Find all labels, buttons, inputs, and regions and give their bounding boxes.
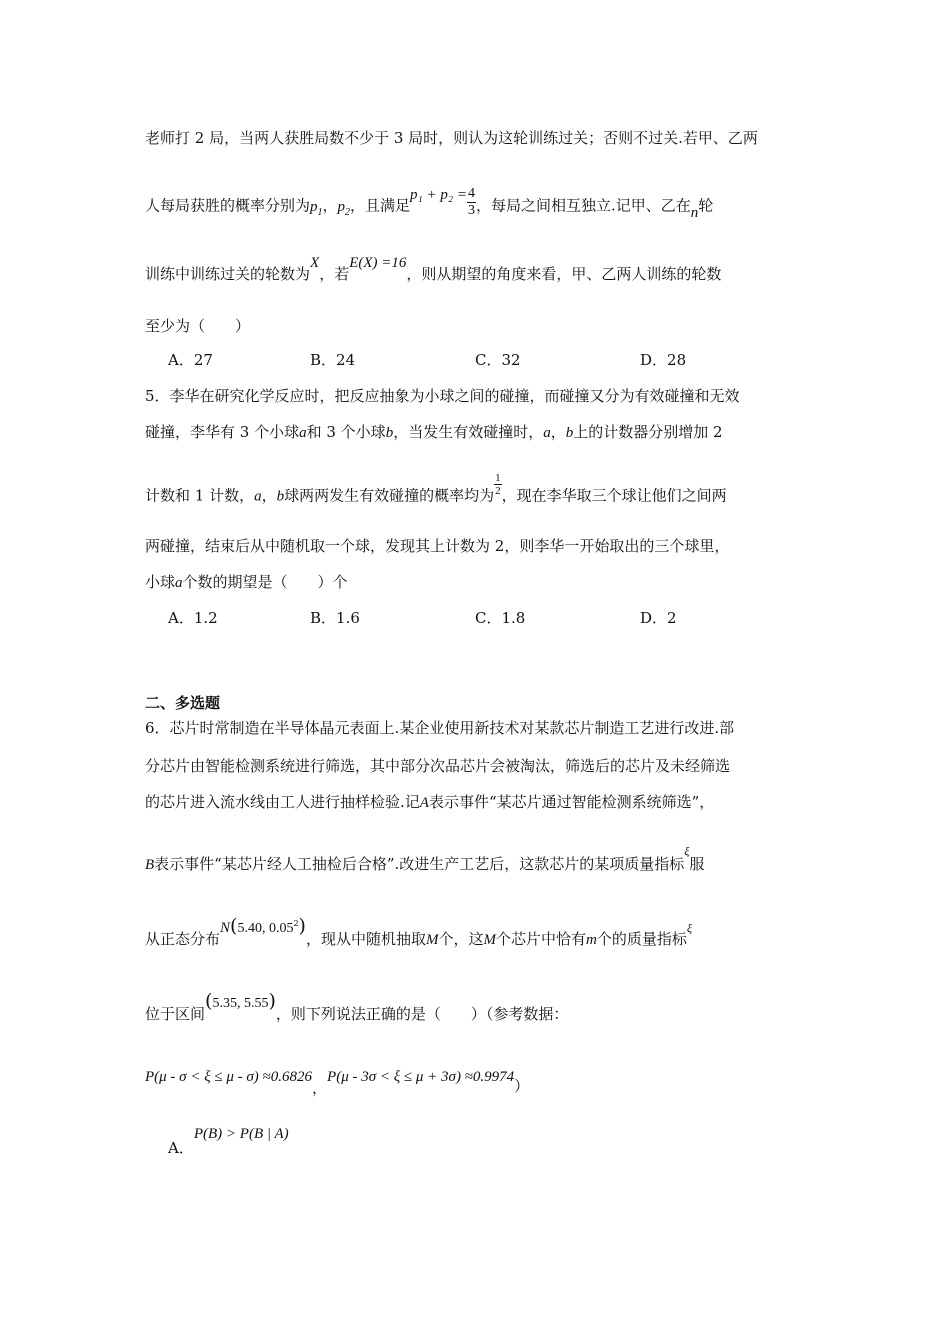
q4-line2-text-a: 人每局获胜的概率分别为 (145, 196, 311, 215)
q6-line-4 (145, 844, 815, 875)
q4-line-2 (145, 186, 815, 223)
var-M: M (483, 932, 496, 948)
q6-line5-text-b: ，现从中随机抽取 (305, 930, 426, 948)
q5-line-1: 5．李华在研究化学反应时，把反应抽象为小球之间的碰撞，而碰撞又分为有效碰撞和无效 (145, 387, 740, 405)
q4-option-d[interactable]: D．28 (640, 351, 687, 369)
q5-line2-text-d: ， (550, 423, 566, 441)
q4-line-4: 至少为（ ） (145, 317, 251, 335)
reference-prob-1: P(μ - σ < ξ ≤ μ - σ) ≈0.6826 (145, 1069, 313, 1085)
q4-line3-text-b: ，若 (319, 265, 350, 283)
fraction-4-3: $\frac{4}{3}$ (467, 186, 475, 218)
q6-line6-text-b: ，则下列说法正确的是（ ）（参考数据： (275, 1005, 569, 1023)
q5-line2-text-e: 上的计数器分别增加 2 (573, 423, 723, 441)
q5-line-5 (145, 572, 815, 593)
var-a: a (175, 575, 183, 591)
q4-line2-text-b: ，且满足 (350, 196, 411, 215)
var-xi: ξ (684, 844, 690, 858)
var-X: X (310, 255, 320, 271)
q5-line2-text-c: ，当发生有效碰撞时， (393, 423, 544, 441)
q5-line2-text-a: 碰撞，李华有 3 个小球 (145, 423, 300, 441)
var-B: B (145, 857, 155, 873)
q5-option-a[interactable]: A．1.2 (168, 609, 218, 627)
var-a: a (543, 425, 551, 441)
ref-close: ） (514, 1077, 530, 1095)
q6-line3-text-b: 表示事件“某芯片通过智能检测系统筛选”， (428, 793, 715, 811)
q5-line5-text-b: 个数的期望是（ ）个 (182, 573, 348, 591)
var-xi: ξ (686, 921, 693, 935)
q5-line-2 (145, 422, 815, 443)
q5-line-3 (145, 472, 815, 509)
q6-line6-text-a: 位于区间 (145, 1005, 206, 1023)
var-p1: $p_1$ (310, 198, 323, 218)
q6-line3-text-a: 的芯片进入流水线由工人进行抽样检验.记 (145, 793, 420, 811)
q5-line3-text-b: ， (261, 486, 277, 505)
q6-line4-text-a: 表示事件“某芯片经人工抽检后合格”.改进生产工艺后，这款芯片的某项质量指标 (154, 855, 685, 873)
q4-line2-text-c: ，每局之间相互独立.记甲、乙在 (475, 196, 691, 215)
var-n: n (690, 204, 699, 221)
reference-prob-2: P(μ - 3σ < ξ ≤ μ + 3σ) ≈0.9974 (327, 1069, 515, 1085)
q5-option-b[interactable]: B．1.6 (310, 609, 360, 627)
q5-line3-text-c: 球两两发生有效碰撞的概率均为 (284, 486, 495, 505)
q4-line2-text-d: 轮 (698, 196, 714, 215)
var-a: a (299, 425, 307, 441)
q5-line2-text-b: 和 3 个小球 (306, 423, 386, 441)
var-b: b (565, 425, 574, 441)
section-heading: 二、多选题 (145, 694, 221, 712)
expectation-expr: E(X) =16 (349, 255, 407, 271)
var-m: m (586, 932, 597, 948)
q5-line5-text-a: 小球 (145, 573, 176, 591)
q4-line-1: 老师打 2 局，当两人获胜局数不少于 3 局时，则认为这轮训练过关；否则不过关.若甲、乙两 (145, 129, 758, 147)
var-b: b (385, 425, 394, 441)
q5-option-c[interactable]: C．1.8 (475, 609, 526, 627)
q6-line-1: 6．芯片时常制造在半导体晶元表面上.某企业使用新技术对某款芯片制造工艺进行改进.部 (145, 719, 735, 737)
q5-option-d[interactable]: D．2 (640, 609, 677, 627)
var-A: A (419, 795, 429, 811)
q5-line3-text-d: ，现在李华取三个球让他们之间两 (501, 486, 727, 505)
var-p2: $p_2$ (337, 198, 351, 218)
q6-line-5 (145, 915, 815, 952)
q4-line3-text-c: ，则从期望的角度来看，甲、乙两人训练的轮数 (406, 265, 722, 283)
q6-option-a-expr: P(B) > P(B | A) (193, 1126, 289, 1142)
q4-line3-text-a: 训练中训练过关的轮数为 (145, 265, 311, 283)
var-M: M (425, 932, 439, 948)
q4-line-3 (145, 255, 815, 285)
q4-option-b[interactable]: B．24 (310, 351, 356, 369)
condition-lhs: p₁ + p₂ = (410, 186, 467, 203)
q4-option-a[interactable]: A．27 (168, 351, 213, 369)
q6-option-a[interactable] (168, 1126, 838, 1159)
q6-line4-text-b: 服 (689, 855, 705, 873)
q6-line-2: 分芯片由智能检测系统进行筛选，其中部分次品芯片会被淘汰，筛选后的芯片及未经筛选 (145, 757, 731, 775)
q4-option-c[interactable]: C．32 (475, 351, 521, 369)
fraction-1-2: $\frac{1}{2}$ (495, 472, 501, 497)
q6-line5-text-e: 个的质量指标 (596, 930, 687, 948)
interval-expr: (5.35, 5.55) (205, 990, 276, 1012)
q5-line-4: 两碰撞，结束后从中随机取一个球，发现其上计数为 2，则李华一开始取出的三个球里， (145, 537, 730, 555)
q4-sep: ， (322, 196, 338, 215)
q6-option-a-label: A． (168, 1139, 194, 1157)
q6-line-6 (145, 990, 815, 1026)
q6-line5-text-c: 个，这 (438, 930, 484, 948)
q6-reference-data (145, 1066, 815, 1097)
q6-line5-text-a: 从正态分布 (145, 930, 221, 948)
q6-line5-text-d: 个芯片中恰有 (496, 930, 587, 948)
q5-line3-text-a: 计数和 1 计数， (145, 486, 255, 505)
var-a: a (254, 488, 262, 505)
normal-distribution-expr: N(5.40, 0.05$^2$) (220, 915, 306, 937)
ref-separator: ， (312, 1079, 328, 1097)
q6-line-3 (145, 792, 815, 813)
var-b: b (276, 488, 285, 505)
